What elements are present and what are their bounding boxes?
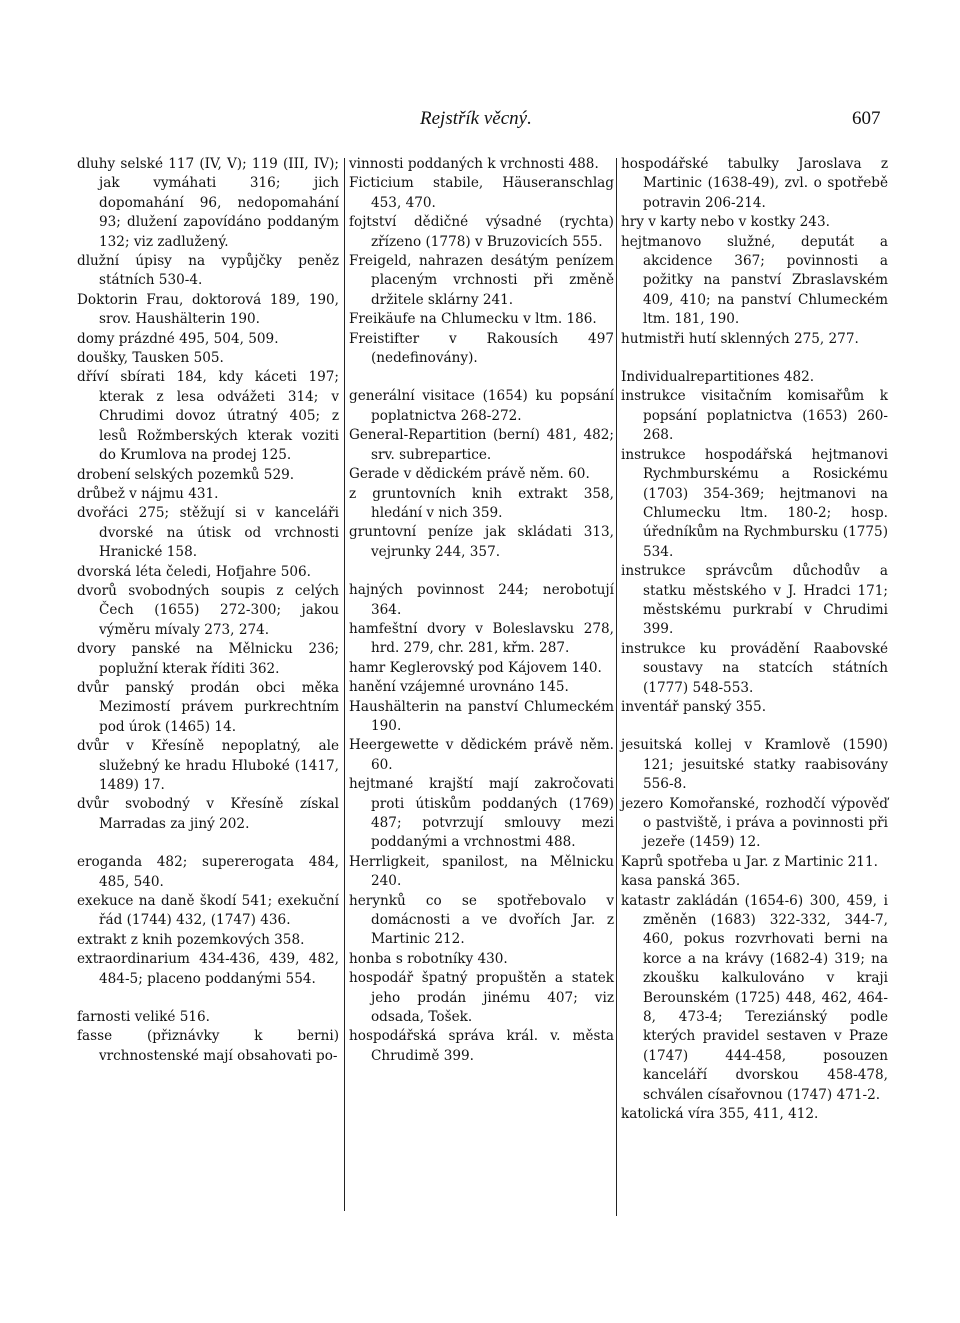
- index-entry: dvorů svobodných soupis z celých Čech (1655) 272-300; jakou výměru mívaly 273, 274.: [77, 582, 339, 638]
- index-entry: Haushälterin na panství Chlumeckém 190.: [349, 698, 614, 734]
- index-entry: extrakt z knih pozemkových 358.: [77, 931, 305, 948]
- index-entry: Gerade v dědickém právě něm. 60.: [349, 466, 590, 483]
- index-entry: exekuce na daně škodí 541; exekuční řád (1744) 432, (1747) 436.: [77, 893, 339, 929]
- index-entry: hospodářské tabulky Jaroslava z Martinic (1638-49), zvl. o spotřebě potravin 206-214.: [621, 156, 888, 211]
- index-entry: drůbež v nájmu 431.: [77, 485, 219, 502]
- index-entry: Freigeld, nahrazen desátým penízem placeným vrchnosti při změně držitele sklárny 241.: [349, 253, 614, 308]
- index-entry: instrukce ku provádění Raabovské soustavy na statcích státních (1777) 548-553.: [621, 640, 888, 696]
- index-entry: Freikäufe na Chlumecku v ltm. 186.: [349, 311, 597, 328]
- index-entry: hejtmanovo služné, deputát a akcidence 367; povinnosti a požitky na panství Zbraslavském 409, 410; na panství Chlumeckém ltm. 181, 190.: [621, 233, 888, 328]
- page-header: [0, 108, 960, 138]
- index-entry: dvůr v Křesíně nepoplatný, ale služebný ke hradu Hluboké (1417, 1489) 17.: [77, 738, 339, 793]
- index-entry: Herrligkeit, spanilost, na Mělnicku 240.: [349, 853, 614, 890]
- index-entry: hamfeštní dvory v Boleslavsku 278, hrd. 279, chr. 281, křm. 287.: [349, 620, 614, 657]
- index-entry: drobení selských pozemků 529.: [77, 466, 295, 483]
- index-entry: Individualrepartitiones 482.: [621, 369, 815, 386]
- index-entry: vinnosti poddaných k vrchnosti 488.: [349, 156, 599, 172]
- index-entry: hospodář špatný propuštěn a statek jeho prodán jinému 407; viz odsada, Tošek.: [349, 970, 614, 1026]
- index-entry: Heergewette v dědickém právě něm. 60.: [349, 737, 614, 773]
- index-entry: honba s robotníky 430.: [349, 950, 508, 967]
- index-entry: herynků co se spotřebovalo v domácnosti a ve dvořích Jar. z Martinic 212.: [349, 892, 614, 948]
- index-column-left: [77, 155, 339, 1066]
- index-entry: hajných povinnost 244; nerobotují 364.: [349, 582, 614, 618]
- page-number: 607: [852, 108, 881, 129]
- index-entry: extraordinarium 434-436, 439, 482, 484-5; placeno poddanými 554.: [77, 951, 339, 987]
- index-entry: dvořáci 275; stěžují si v kanceláři dvorské na útisk od vrchnosti Hranické 158.: [77, 505, 339, 561]
- index-entry: farnosti veliké 516.: [77, 1009, 210, 1026]
- index-entry: hanění vzájemné urovnáno 145.: [349, 679, 569, 696]
- index-column-middle: [349, 155, 614, 1066]
- index-entry: fasse (přiznávky k berni) vrchnostenské mají obsahovati po-: [77, 1028, 339, 1064]
- index-entry: dvůr panský prodán obci měka Mezimostí právem purkrechtním pod úrok (1465) 14.: [77, 679, 339, 735]
- index-column-right: [621, 155, 888, 1125]
- index-entry: dlužní úpisy na vypůjčky peněz státních 530-4.: [77, 253, 339, 289]
- index-entry: dvorská léta čeledi, Hofjahre 506.: [77, 563, 312, 580]
- index-entry: General-Repartition (berní) 481, 482; srv. subrepartice.: [349, 427, 614, 463]
- index-entry: instrukce hospodářská hejtmanovi Rychmburskému a Rosickému (1703) 354-369; hejtmanovi na Chlumecku ltm. 180-2; hosp. úředníkům na Rychmbursku (1775) 534.: [621, 446, 888, 560]
- index-entry: dvory panské na Mělnicku 236; poplužní kterak říditi 362.: [77, 641, 339, 677]
- index-entry: hospodářská správa král. v. města Chrudimě 399.: [349, 1028, 614, 1064]
- index-entry: jezero Komořanské, rozhodčí výpověď o pastviště, i práva a povinnosti při jezeře (1459) 12.: [621, 795, 888, 851]
- index-entry: fojtství dědičné výsadné (rychta) zřízeno (1778) v Bruzovicích 555.: [349, 214, 614, 250]
- running-title: Rejstřík věcný.: [420, 108, 532, 129]
- index-entry: katastr zakládán (1654-6) 300, 459, i změněn (1683) 322-332, 344-7, 460, pokus rozvrhovati berni na korce a na krávy (1682-4) 319; na zkoušku kalkulováno v kraji Berounském (1725) 448, 462, 464-8, 473-4; Tereziánský podle kterých pravidel sestaven v Praze (1747) 444-458, posouzen kanceláří dvorskou 458-478, schválen císařovnou (1747) 471-2.: [621, 892, 888, 1103]
- index-entry: hejtmané krajští mají zakročovati proti útiskům poddaných (1769) 487; potvrzují smlouvy mezi poddanými a vrchnostmi 488.: [349, 776, 614, 851]
- index-entry: z gruntovních knih extrakt 358, hledání v nich 359.: [349, 485, 614, 521]
- index-entry: dluhy selské 117 (IV, V); 119 (III, IV); jak vymáhati 316; jich dopomahání 96, nedopomahání 93; dlužení zapovídáno poddaným 132; viz zadlužený.: [77, 156, 339, 250]
- column-divider-left: [344, 158, 345, 1211]
- index-entry: hamr Keglerovský pod Kájovem 140.: [349, 659, 602, 676]
- index-entry: Kaprů spotřeba u Jar. z Martinic 211.: [621, 853, 878, 870]
- index-entry: dříví sbírati 184, kdy káceti 197; kterak z lesa odvážeti 314; v Chrudimi dovoz útratný 405; z lesů Rožmberských kterak voziti do Krumlova na prodej 125.: [77, 369, 339, 464]
- index-entry: instrukce správcům důchodův a statku městského v J. Hradci 171; městskému purkrabí v Chrudimi 399.: [621, 563, 888, 638]
- index-entry: generální visitace (1654) ku popsání poplatnictva 268-272.: [349, 388, 614, 424]
- index-entry: inventář panský 355.: [621, 698, 767, 715]
- index-entry: Freistifter v Rakousích 497 (nedefinovány).: [349, 330, 614, 367]
- index-entry: eroganda 482; supererogata 484, 485, 540.: [77, 854, 339, 890]
- index-entry: hry v karty nebo v kostky 243.: [621, 214, 830, 231]
- index-entry: katolická víra 355, 411, 412.: [621, 1106, 819, 1123]
- index-entry: jesuitská kollej v Kramlově (1590) 121; jesuitské statky raabisovány 556-8.: [621, 737, 888, 793]
- index-entry: Ficticium stabile, Häuseranschlag 453, 470.: [349, 175, 614, 211]
- index-entry: gruntovní peníze jak skládati 313, vejrunky 244, 357.: [349, 524, 614, 560]
- index-entry: instrukce visitačním komisařům k popsání poplatnictva (1653) 260-268.: [621, 388, 888, 444]
- index-entry: kasa panská 365.: [621, 873, 741, 890]
- column-divider-right: [616, 158, 617, 1216]
- index-entry: dvůr svobodný v Křesíně získal Marradas za jiný 202.: [77, 796, 339, 832]
- index-entry: hutmistři hutí sklenných 275, 277.: [621, 330, 859, 347]
- index-entry: Doktorin Frau, doktorová 189, 190, srov. Haushälterin 190.: [77, 291, 339, 328]
- index-entry: domy prázdné 495, 504, 509.: [77, 330, 279, 347]
- index-entry: doušky, Tausken 505.: [77, 350, 224, 367]
